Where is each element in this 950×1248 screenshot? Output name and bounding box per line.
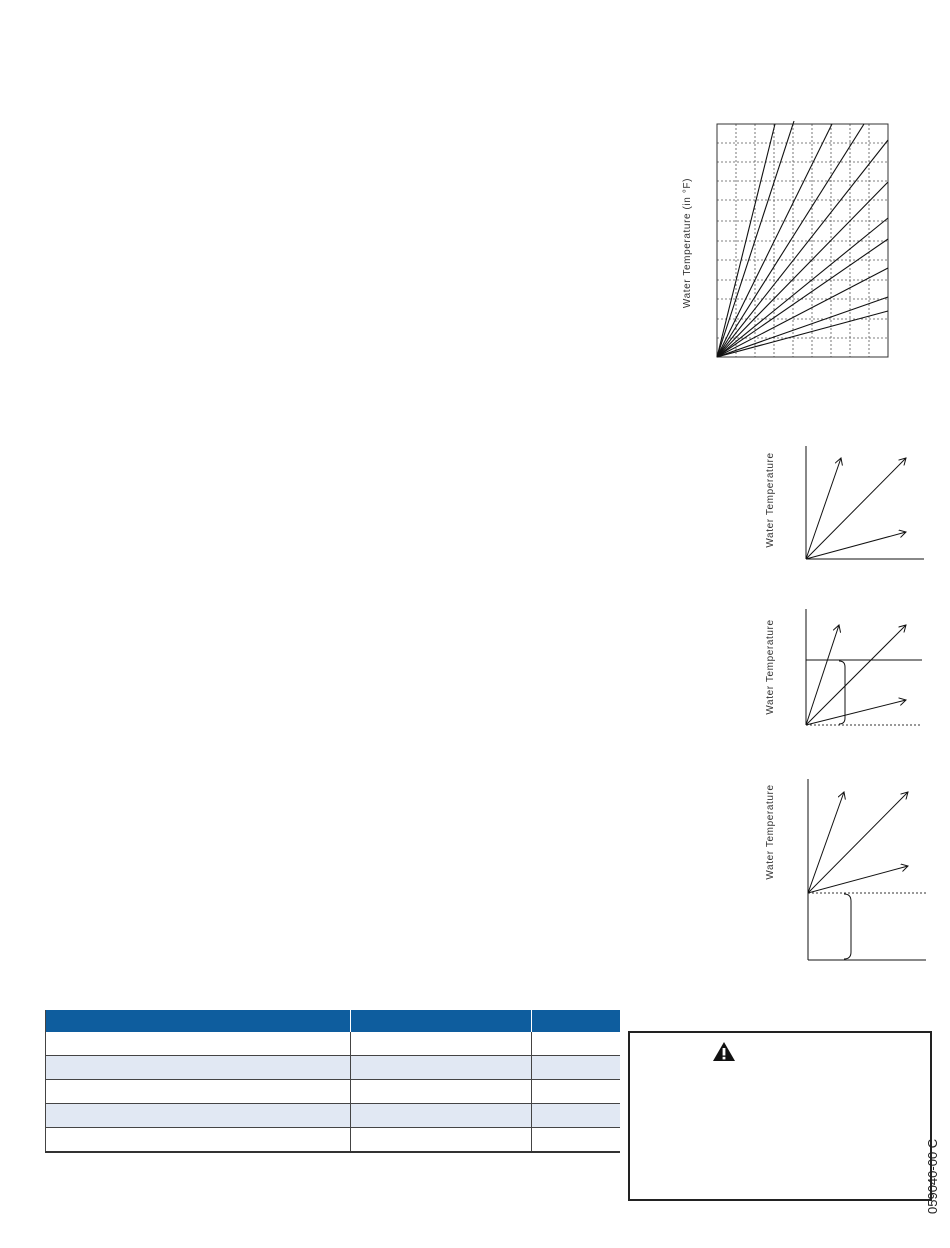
temperature-diagram-1 [755,440,930,570]
diagram-3-axes [808,779,926,960]
warning-triangle-icon [712,1041,736,1062]
chart-frame [717,124,888,357]
table-row [46,1104,620,1128]
diagram-2-ylabel: Water Temperature [765,619,776,715]
diagram-1-arrows [806,458,906,559]
specification-table [45,1010,619,1153]
temperature-diagram-2 [755,605,930,735]
temperature-lines [717,121,888,357]
diagram-3-arrows [808,792,908,893]
diagram-2-bracket [839,661,845,724]
diagram-1-ylabel: Water Temperature [765,452,776,548]
chart-grid [717,124,888,357]
warning-box [628,1031,932,1201]
table-row [46,1080,620,1104]
diagram-3-bracket [844,894,851,959]
table-header-row [46,1010,620,1032]
temperature-diagram-3 [755,775,930,965]
table-row [46,1056,620,1080]
table-row [46,1128,620,1153]
table-row [46,1032,620,1056]
diagram-3-ylabel: Water Temperature [765,784,776,880]
document-number: 059040-00 C [925,1138,940,1214]
temperature-rise-chart [670,115,900,365]
diagram-2-arrows [806,625,906,725]
main-chart-ylabel: Water Temperature (in °F) [682,177,693,309]
diagram-1-axes [806,446,924,559]
